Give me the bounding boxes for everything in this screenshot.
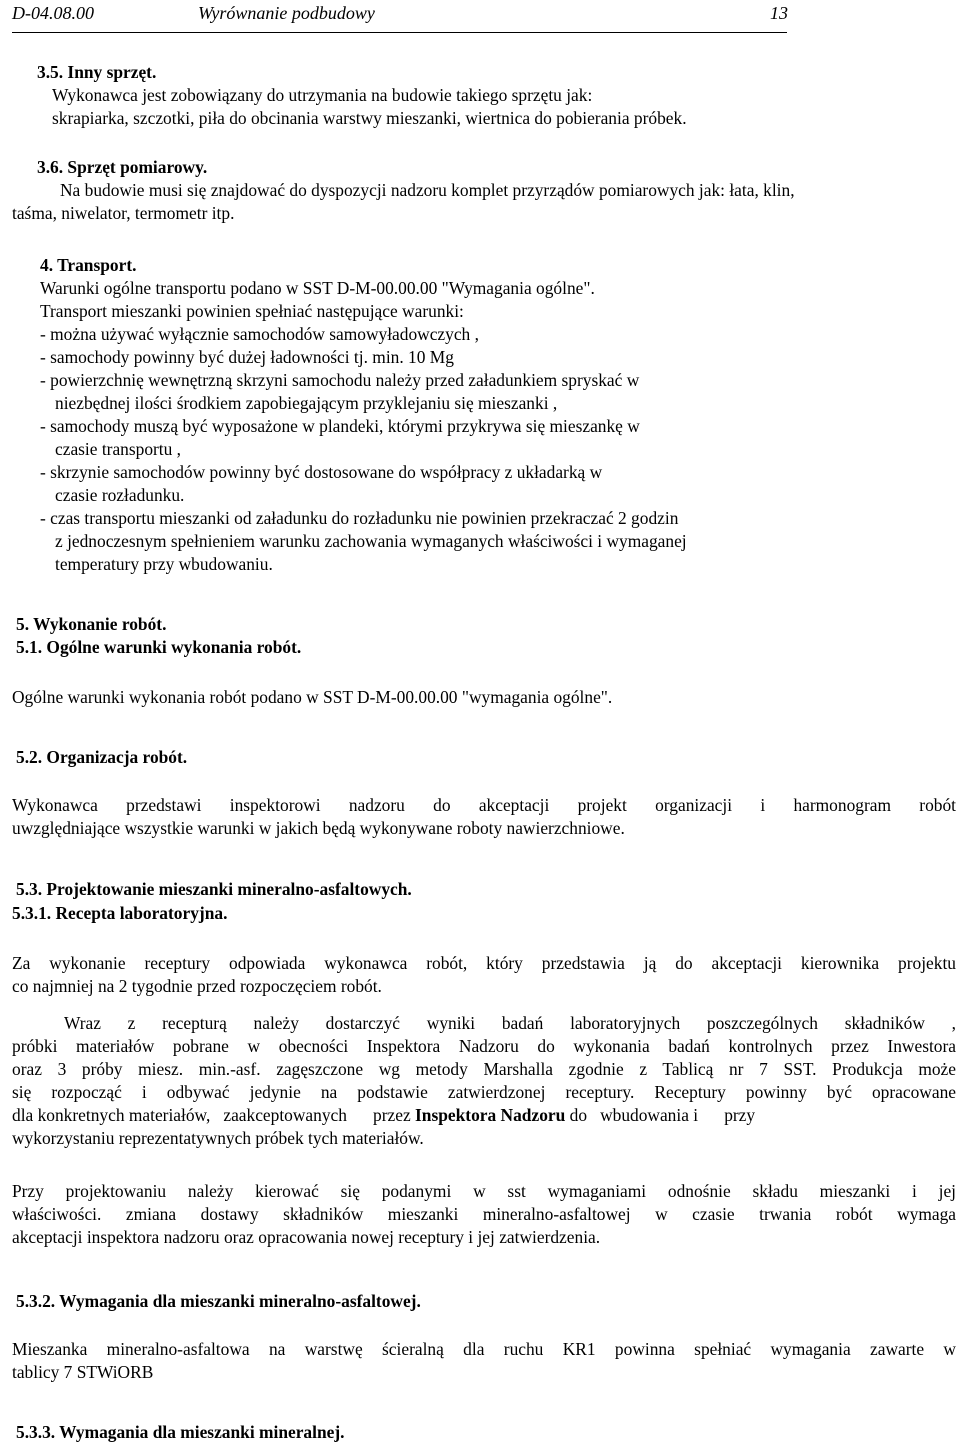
paragraph-line: Wraz z recepturą należy dostarczyć wyniki badań laboratoryjnych poszczególnych składników , bbox=[64, 1013, 956, 1033]
document-title: Wyrównanie podbudowy bbox=[198, 3, 375, 23]
section-5-3-3-heading bbox=[16, 1421, 345, 1444]
section-heading: 4. Transport. bbox=[40, 255, 137, 275]
paragraph-line: Mieszanka mineralno-asfaltowa na warstwę ścieralną dla ruchu KR1 powinna spełniać wymagania zawarte w bbox=[12, 1339, 956, 1359]
section-5-2-text bbox=[12, 794, 956, 840]
list-item-continuation: niezbędnej ilości środkiem zapobiegającym przyklejaniu się mieszanki , bbox=[55, 393, 558, 413]
paragraph-line: Wykonawca przedstawi inspektorowi nadzoru do akceptacji projekt organizacji i harmonogram robót bbox=[12, 795, 956, 815]
paragraph-line: co najmniej na 2 tygodnie przed rozpoczęciem robót. bbox=[12, 976, 382, 996]
section-5-1-text bbox=[12, 686, 612, 709]
section-5 bbox=[16, 613, 301, 659]
section-heading: 5.3.3. Wymagania dla mieszanki mineralnej. bbox=[16, 1422, 345, 1442]
section-5-3-2-heading bbox=[16, 1290, 421, 1313]
paragraph-recipe-1 bbox=[12, 952, 956, 998]
section-5-2-heading bbox=[16, 746, 187, 769]
section-5-3-1-heading bbox=[12, 902, 227, 925]
text-run: dla konkretnych materiałów, zaakceptowanych przez bbox=[12, 1105, 416, 1125]
paragraph-line: Wykonawca jest zobowiązany do utrzymania na budowie takiego sprzętu jak: bbox=[52, 85, 593, 105]
list-item-continuation: z jednoczesnym spełnieniem warunku zachowania wymaganych właściwości i wymaganej bbox=[55, 531, 687, 551]
paragraph-line: skrapiarka, szczotki, piła do obcinania warstwy mieszanki, wiertnica do pobierania próbek. bbox=[52, 108, 687, 128]
section-5-3-heading bbox=[16, 878, 412, 901]
paragraph-recipe-2 bbox=[12, 1012, 956, 1150]
list-item: - samochody powinny być dużej ładowności tj. min. 10 Mg bbox=[40, 347, 454, 367]
list-item: - czas transportu mieszanki od załadunku do rozładunku nie powinien przekraczać 2 godzin bbox=[40, 508, 679, 528]
section-5-3-2-text bbox=[12, 1338, 956, 1384]
text-run: do wbudowania i przy bbox=[565, 1105, 756, 1125]
section-3-6 bbox=[12, 156, 795, 225]
paragraph-line: tablicy 7 STWiORB bbox=[12, 1362, 154, 1382]
paragraph-line: uwzględniające wszystkie warunki w jakich będą wykonywane roboty nawierzchniowe. bbox=[12, 818, 625, 838]
subsection-heading: 5.1. Ogólne warunki wykonania robót. bbox=[16, 637, 302, 657]
paragraph-line: Transport mieszanki powinien spełniać następujące warunki: bbox=[40, 301, 464, 321]
document-code: D-04.08.00 bbox=[12, 3, 94, 23]
section-4 bbox=[40, 254, 687, 576]
paragraph-line: oraz 3 próby miesz. min.-asf. zagęszczone wg metody Marshalla zgodnie z Tablicą nr 7 SST. Produkcja może bbox=[12, 1059, 956, 1079]
section-heading: 3.6. Sprzęt pomiarowy. bbox=[37, 157, 208, 177]
paragraph-line: Ogólne warunki wykonania robót podano w SST D-M-00.00.00 "wymagania ogólne". bbox=[12, 687, 613, 707]
paragraph-recipe-3 bbox=[12, 1180, 956, 1249]
paragraph-line: Na budowie musi się znajdować do dyspozycji nadzoru komplet przyrządów pomiarowych jak: łata, klin, bbox=[60, 180, 795, 200]
paragraph-line: akceptacji inspektora nadzoru oraz opracowania nowej receptury i jej zatwierdzenia. bbox=[12, 1227, 601, 1247]
subsection-heading: 5.3.1. Recepta laboratoryjna. bbox=[12, 903, 228, 923]
paragraph-line bbox=[12, 1104, 956, 1127]
paragraph-line: Przy projektowaniu należy kierować się podanymi w sst wymaganiami odnośnie składu mieszanki i jej bbox=[12, 1181, 956, 1201]
section-heading: 5. Wykonanie robót. bbox=[16, 614, 167, 634]
paragraph-line: właściwości. zmiana dostawy składników mieszanki mineralno-asfaltowej w czasie trwania robót wymaga bbox=[12, 1204, 956, 1224]
paragraph-line: taśma, niwelator, termometr itp. bbox=[12, 203, 235, 223]
page-header bbox=[12, 0, 787, 33]
section-3-5 bbox=[37, 61, 687, 130]
list-item: - samochody muszą być wyposażone w plandeki, którymi przykrywa się mieszankę w bbox=[40, 416, 640, 436]
paragraph-line: próbki materiałów pobrane w obecności Inspektora Nadzoru do wykonania badań kontrolnych przez Inwestora bbox=[12, 1036, 956, 1056]
section-heading: 5.3.2. Wymagania dla mieszanki mineralno-asfaltowej. bbox=[16, 1291, 421, 1311]
section-heading: 5.2. Organizacja robót. bbox=[16, 747, 188, 767]
list-item-continuation: czasie rozładunku. bbox=[55, 485, 185, 505]
section-heading: 5.3. Projektowanie mieszanki mineralno-asfaltowych. bbox=[16, 879, 412, 899]
emphasis-inspector: Inspektora Nadzoru bbox=[415, 1105, 566, 1125]
list-item-continuation: temperatury przy wbudowaniu. bbox=[55, 554, 273, 574]
list-item: - skrzynie samochodów powinny być dostosowane do współpracy z układarką w bbox=[40, 462, 603, 482]
list-item-continuation: czasie transportu , bbox=[55, 439, 182, 459]
paragraph-line: Warunki ogólne transportu podano w SST D-M-00.00.00 "Wymagania ogólne". bbox=[40, 278, 595, 298]
list-item: - powierzchnię wewnętrzną skrzyni samochodu należy przed załadunkiem spryskać w bbox=[40, 370, 640, 390]
paragraph-line: się rozpocząć i odbywać jedynie na podstawie zatwierdzonej receptury. Receptury powinny być opracowane bbox=[12, 1082, 956, 1102]
paragraph-line: Za wykonanie receptury odpowiada wykonawca robót, który przedstawia ją do akceptacji kierownika projektu bbox=[12, 953, 956, 973]
paragraph-line: wykorzystaniu reprezentatywnych próbek tych materiałów. bbox=[12, 1128, 424, 1148]
page-number: 13 bbox=[770, 3, 788, 23]
section-heading: 3.5. Inny sprzęt. bbox=[37, 62, 157, 82]
list-item: - można używać wyłącznie samochodów samowyładowczych , bbox=[40, 324, 479, 344]
